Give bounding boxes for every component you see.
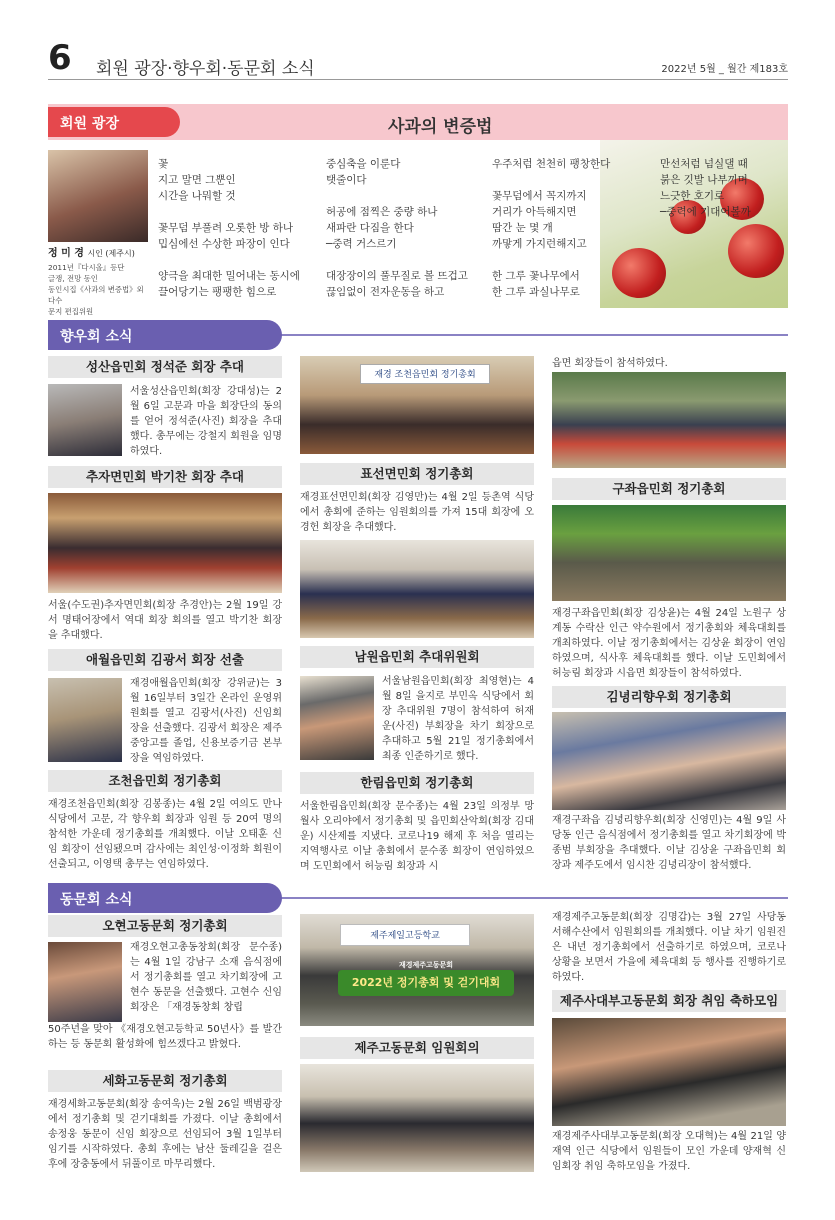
article-title-jocheon: 조천읍민회 정기총회 <box>48 770 282 792</box>
article-text-gimnyeong: 재경구좌읍 김녕리향우회(회장 신영민)는 4월 9일 사당동 인근 음식점에서 정기총회를 열고 차기회장에 박종범 부회장을 추대했다. 이날 김상윤 구좌읍민회 회장과 제주도에서 임시찬 김녕리장이 참석했다. <box>552 815 786 871</box>
section-alumni: 동문회 소식 <box>48 883 282 913</box>
photo-gimnyeong <box>552 712 786 810</box>
section-member: 회원 광장 <box>48 107 180 137</box>
issue-date: 2022년 5월 _ 월간 제183호 <box>661 64 788 75</box>
photo-jocheon-meeting <box>300 356 534 454</box>
article-text-guja: 재경구좌읍민회(회장 김상윤)는 4월 24일 노원구 상계동 수락산 인근 약수원에서 정기총회와 체육대회를 개최하였다. 이날 정기총회에서는 김상윤 회장이 연임하였으며, 식사후 체육대회를 했다. 이날 도민회에서 허능림 회장과 시읍면 회장들이 참석하였다. <box>552 608 786 679</box>
article-text-ohyeon-1: 재경오현고총동창회(회장 문수종)는 4월 1일 강남구 소재 음식점에서 정기총회를 열고 차기회장에 고현수 동문을 선출했다. 고현수 신임 회장은 「재경동창회 창립 <box>130 942 282 1013</box>
article-text-hallim-continued: 읍면 회장들이 참석하였다. <box>552 358 668 369</box>
poem-column-3: 우주처럼 천천히 팽창한다 꽃무덤에서 꼭지까지 거리가 아득해지면 땀간 눈 몇 개 까맣게 가지런해지고 한 그루 꽃나무에서 한 그루 과실나무로 <box>492 158 611 298</box>
article-title-aewol: 애월읍민회 김광서 회장 선출 <box>48 649 282 671</box>
article-text-jejusadae: 재경제주사대부고동문회(회장 오대혁)는 4월 21일 양재역 인근 식당에서 임원들이 모인 가운데 양재혁 신임회장 취임 축하모임을 가졌다. <box>552 1131 786 1172</box>
poet-bio: 2011년『다시올』등단 글쟁, 전망 동인 동인시집《사과의 변증법》외 다수 문지 편집위원 <box>48 263 144 316</box>
header-title: 회원 광장·향우회·동문회 소식 <box>96 59 315 79</box>
poem-column-2: 중심축을 이룬다 탯줄이다 허공에 점찍은 중량 하나 새파란 다짐을 한다 ─중력 거스르기 대장장이의 풀무질로 볼 뜨겁고 끊임없이 전자운동을 하고 <box>326 158 468 298</box>
poet-photo <box>48 150 148 242</box>
article-text-ohyeon-2: 50주년을 맞아 《재경오현고등학교 50년사》를 발간하는 등 동문회 활성화에 힘쓰겠다고 밝혔다. <box>48 1024 282 1050</box>
walk-banner: 재경제주고동문회 2022년 정기총회 및 걷기대회 <box>338 970 514 996</box>
photo-aewol <box>48 678 122 762</box>
article-title-sehwa: 세화고동문회 정기총회 <box>48 1070 282 1092</box>
article-title-hallim: 한림읍민회 정기총회 <box>300 772 534 794</box>
article-title-ohyeon: 오현고동문회 정기총회 <box>48 915 282 937</box>
section-hometown: 향우회 소식 <box>48 320 282 350</box>
article-text-namwon: 서울남원읍민회(회장 최영현)는 4월 8일 을지로 부민옥 식당에서 회장 추대위원 7명이 참석하여 허재운(사진) 부회장을 차기 회장으로 추대하고 5월 21일 정기총회에서 최종 인준하기로 했다. <box>382 676 534 762</box>
poet-name: 정 미 경 시인 (제주시) <box>48 248 135 259</box>
photo-seongsan <box>48 384 122 456</box>
article-title-guja: 구좌읍민회 정기총회 <box>552 478 786 500</box>
article-title-pyoseon: 표선면민회 정기총회 <box>300 463 534 485</box>
poet-role: 시인 (제주시) <box>87 249 135 258</box>
article-text-sehwa: 재경세화고동문회(회장 송여욱)는 2월 26일 백범광장에서 정기총회 및 걷기대회를 가졌다. 이날 총회에서 송정웅 동문이 신임 회장으로 선임되어 3월 1일부터 임기를 시작하였다. 총회 후에는 남산 둘레길을 걸은 후에 장충동에서 뒤풀이로 마무리했다. <box>48 1099 282 1170</box>
article-text-aewol: 재경애월읍민회(회장 강위균)는 3월 16일부터 3일간 온라인 운영위원회를 열고 김광서(사진) 신임회장을 선출했다. 김광서 회장은 제주중앙고를 졸업, 신용보증기금 본부장을 역임하였다. <box>130 678 282 764</box>
photo-ohyeon <box>48 942 122 1022</box>
photo-guja-meeting <box>552 505 786 601</box>
page-header <box>48 38 788 80</box>
article-text-jocheon: 재경조천읍민회(회장 김봉종)는 4월 2일 여의도 만나식당에서 고문, 각 향우회 회장과 임원 등 20여 명의 참석한 가운데 정기총회를 개최했다. 이날 오태훈 신임 회장이 선임됐으며 감사에는 최인성·이정화 회원이 선출되고, 이영택 총무는 연임하였다. <box>48 799 282 870</box>
article-title-gimnyeong: 김녕리향우회 정기총회 <box>552 686 786 708</box>
article-text-chuja: 서울(수도권)추자면민회(회장 추경안)는 2월 19일 강서 명태어장에서 역대 회장 회의를 열고 박기찬 회장을 추대했다. <box>48 600 282 641</box>
photo-guja <box>552 372 786 468</box>
photo-namwon <box>300 676 374 760</box>
photo-jeju-alumni-meeting <box>300 1064 534 1172</box>
article-title-jejusadae: 제주사대부고동문회 회장 취임 축하모임 <box>552 990 786 1012</box>
article-title-namwon: 남원읍민회 추대위원회 <box>300 646 534 668</box>
photo-pyoseon <box>300 540 534 638</box>
article-title-chuja: 추자면민회 박기찬 회장 추대 <box>48 466 282 488</box>
school-sign: 제주제일고등학교 <box>340 924 470 946</box>
poem-title: 사과의 변증법 <box>388 117 493 137</box>
banner-jocheon: 재경 조천읍민회 정기총회 <box>360 364 490 384</box>
photo-chuja <box>48 493 282 593</box>
photo-jeju-alumni-walk <box>300 914 534 1026</box>
article-title-jeju-alumni: 제주고동문회 임원회의 <box>300 1037 534 1059</box>
article-text-hallim: 서울한림읍민회(회장 문수종)는 4월 23일 의정부 망월사 오리야에서 정기총회 및 읍민회산악회(회장 김대운) 시산제를 지냈다. 코로나19 해제 후 처음 열리는 지역행사로 이날 총회에서 문수종 회장이 연임하였으며 도민회에서 허능림 회장과 시 <box>300 801 534 872</box>
article-text-pyoseon: 재경표선면민회(회장 김영만)는 4월 2일 등촌역 식당에서 총회에 준하는 임원회의를 가져 15대 회장에 오경헌 회장을 추대했다. <box>300 492 534 533</box>
page-number: 6 <box>48 38 72 78</box>
photo-jejusadae <box>552 1018 786 1126</box>
article-title-seongsan: 성산읍민회 정석준 회장 추대 <box>48 356 282 378</box>
poem-column-1: 꽃 지고 말면 그뿐인 시간을 나뭐할 것 꽃무덤 부풀려 오롯한 방 하나 밉심에선 수상한 파장이 인다 양극을 최대한 밀어내는 동시에 끌어당기는 팽팽한 힘으로 <box>158 158 300 298</box>
poem-column-4: 만선처럼 넘실댈 때 붉은 깃발 나부끼며 느긋한 호기로 ─중력에 기대어볼까 <box>660 158 751 218</box>
article-text-jeju-alumni: 재경제주고동문회(회장 김명갑)는 3월 27일 사당동 서해수산에서 임원회의를 개최했다. 이날 차기 임원진은 내년 정기총회에서 선출하기로 하였으며, 코로나 상황을 보면서 가을에 체육대회 등 행사를 진행하기로 하였다. <box>552 912 786 983</box>
article-text-seongsan: 서울성산읍민회(회장 강대성)는 2월 6일 고문과 마을 회장단의 동의를 얻어 정석준(사진) 회장을 추대했다. 총무에는 강철지 회원을 임명하였다. <box>130 386 282 457</box>
